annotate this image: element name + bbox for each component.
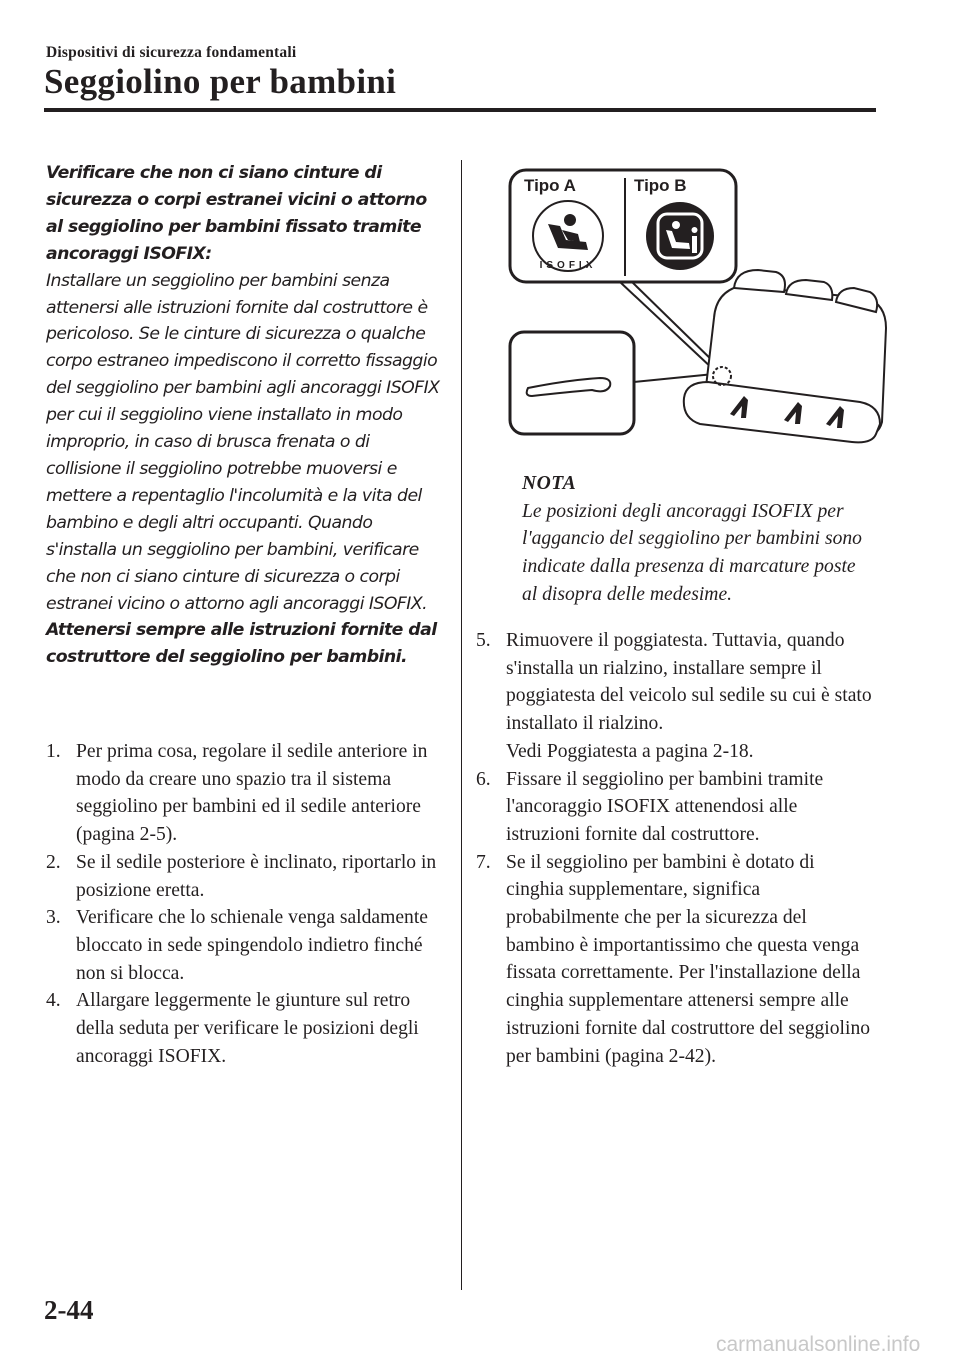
- step-number: 1.: [46, 741, 61, 762]
- isofix-type-a-icon: [533, 201, 603, 271]
- step-number: 5.: [476, 630, 491, 651]
- steps-list-left: [46, 738, 441, 1070]
- watermark: carmanualsonline.info: [716, 1333, 921, 1356]
- step-text: Allargare leggermente le giunture sul retro della seduta per verificare le posizioni degli ancoraggi ISOFIX.: [76, 990, 419, 1067]
- step-text: Se il seggiolino per bambini è dotato di cinghia supplementare, significa probabilmente che per la sicurezza del bambino è importantissimo che questa venga fissata correttamente. Per l'installazione della cinghia supplementare attenersi sempre alle istruzioni fornite dal costruttore del seggiolino per bambini (pagina 2-42).: [506, 851, 871, 1067]
- page-title: Seggiolino per bambini: [44, 62, 397, 101]
- page-number: 2-44: [44, 1295, 94, 1325]
- isofix-figure: [508, 168, 888, 458]
- step-item: [46, 987, 441, 1070]
- label-tipo-a: Tipo A: [524, 176, 576, 195]
- step-item: [46, 738, 441, 849]
- step-text: Per prima cosa, regolare il sedile anteriore in modo da creare uno spazio tra il sistema seggiolino per bambini ed il sedile anteriore (pagina 2-5).: [76, 741, 428, 846]
- isofix-ring-text: ISOFIX: [539, 260, 597, 271]
- step-number: 7.: [476, 851, 491, 873]
- leader-line: [632, 282, 720, 368]
- step-number: 2.: [46, 851, 61, 873]
- step-number: 4.: [46, 990, 61, 1012]
- rear-seat-drawing: [684, 270, 886, 442]
- section-label: Dispositivi di sicurezza fondamentali: [46, 44, 297, 61]
- step-item: [46, 904, 441, 987]
- step-text: Rimuovere il poggiatesta. Tuttavia, quando s'installa un rialzino, installare sempre il poggiatesta del veicolo sul sedile su cui è stato installato il rialzino.: [506, 630, 872, 735]
- title-rule: [44, 108, 876, 112]
- note-block: [522, 470, 872, 609]
- step-item: [476, 766, 876, 849]
- warning-block: [46, 160, 446, 671]
- steps-list-right: [476, 627, 876, 1070]
- warning-title: Verificare che non ci siano cinture di sicurezza o corpi estranei vicini o attorno al seggiolino per bambini fissato tramite ancoraggi ISOFIX:: [46, 163, 427, 264]
- step-item: [46, 849, 441, 904]
- note-label: NOTA: [522, 473, 577, 494]
- leader-line: [634, 374, 714, 382]
- isofix-type-b-icon: [646, 202, 714, 270]
- label-tipo-b: Tipo B: [634, 176, 687, 195]
- step-item: [476, 849, 876, 1071]
- isofix-illustration: [508, 168, 888, 458]
- step-text: Verificare che lo schienale venga saldamente bloccato in sede spingendolo indietro finché non si blocca.: [76, 907, 428, 984]
- note-text: Le posizioni degli ancoraggi ISOFIX per l'aggancio del seggiolino per bambini sono indicate dalla presenza di marcature poste al disopra delle medesime.: [522, 500, 862, 605]
- step-reference: Vedi Poggiatesta a pagina 2-18.: [506, 740, 754, 762]
- step-number: 6.: [476, 768, 491, 790]
- column-divider: [461, 160, 462, 1290]
- warning-emphasis: Attenersi sempre alle istruzioni fornite dal costruttore del seggiolino per bambini.: [46, 620, 437, 668]
- step-item: [476, 627, 876, 766]
- step-number: 3.: [46, 907, 61, 929]
- step-text: Fissare il seggiolino per bambini tramite l'ancoraggio ISOFIX attenendosi alle istruzioni fornite dal costruttore.: [506, 768, 824, 845]
- warning-body: Installare un seggiolino per bambini senza attenersi alle istruzioni fornite dal costruttore è pericoloso. Se le cinture di sicurezza o qualche corpo estraneo impediscono il corretto fissaggio del seggiolino per bambini agli ancoraggi ISOFIX per cui il seggiolino viene installato in modo improprio, in caso di brusca frenata o di collisione il seggiolino potrebbe muoversi e mettere a repentaglio l'incolumità e la vita del bambino e degli altri occupanti. Quando s'installa un seggiolino per bambini, verificare che non ci siano cinture di sicurezza o corpi estranei vicino o attorno agli ancoraggi ISOFIX.: [46, 270, 440, 614]
- step-text: Se il sedile posteriore è inclinato, riportarlo in posizione eretta.: [76, 851, 437, 901]
